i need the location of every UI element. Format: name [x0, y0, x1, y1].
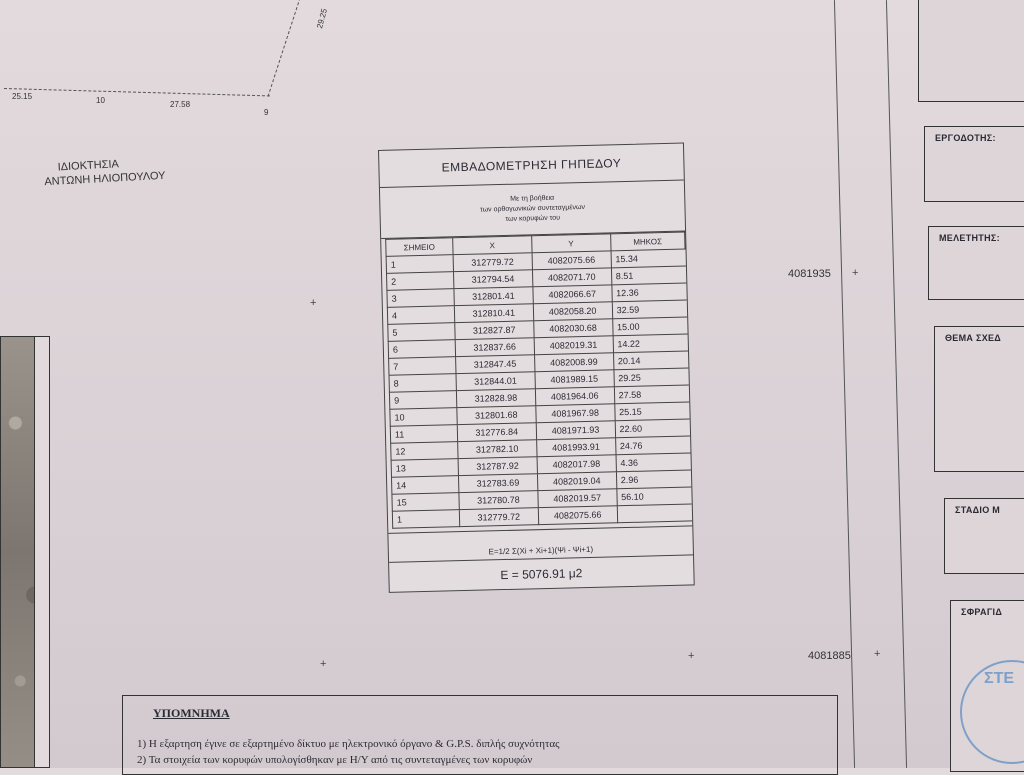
x-cell: 312794.54 — [453, 270, 532, 289]
length-cell: 15.34 — [611, 249, 686, 268]
title-block-top-box — [918, 0, 1024, 102]
coordinates-table — [385, 232, 692, 529]
plot-vertex-label: 9 — [264, 108, 269, 117]
x-cell: 312837.66 — [455, 338, 534, 357]
grid-cross: + — [874, 648, 881, 660]
column-header-y: Y — [531, 234, 610, 253]
y-cell: 4082019.31 — [534, 336, 613, 355]
x-cell: 312779.72 — [459, 508, 538, 527]
column-header-length: ΜΗΚΟΣ — [610, 232, 685, 251]
point-cell: 1 — [386, 255, 453, 274]
y-cell: 4081964.06 — [535, 387, 614, 406]
point-cell: 13 — [391, 459, 458, 478]
map-coordinate-strip — [34, 337, 49, 767]
y-cell: 4082030.68 — [533, 319, 612, 338]
seal-label: ΣΦΡΑΓΙΔ — [961, 607, 1003, 617]
y-cell: 4081967.98 — [536, 404, 615, 423]
title-block-subject — [934, 326, 1024, 472]
x-cell: 312801.68 — [457, 406, 536, 425]
point-cell: 8 — [389, 374, 456, 393]
point-cell: 11 — [390, 425, 457, 444]
length-cell: 20.14 — [613, 351, 688, 370]
x-cell: 312844.01 — [456, 372, 535, 391]
plot-dimension-label: 29.25 — [315, 7, 329, 30]
x-cell: 312780.78 — [459, 491, 538, 510]
grid-cross: + — [852, 267, 859, 279]
length-cell: 22.60 — [615, 419, 690, 438]
point-cell: 1 — [392, 510, 459, 529]
plot-boundary-line — [268, 0, 301, 97]
point-cell: 5 — [388, 323, 455, 342]
x-cell: 312828.98 — [456, 389, 535, 408]
length-cell: 4.36 — [616, 453, 691, 472]
length-cell: 14.22 — [613, 334, 688, 353]
column-header-point: ΣΗΜΕΙΟ — [386, 238, 453, 257]
stamp-text: ΣΤΕ — [984, 670, 1015, 687]
area-result: E = 5076.91 μ2 — [500, 566, 583, 583]
y-cell: 4081971.93 — [536, 421, 615, 440]
length-cell — [617, 504, 692, 523]
title-block-employer — [924, 126, 1024, 202]
frame-border-line — [886, 0, 907, 768]
length-cell: 32.59 — [612, 300, 687, 319]
x-cell: 312783.69 — [458, 474, 537, 493]
point-cell: 6 — [388, 340, 455, 359]
title-block-designer — [928, 226, 1024, 300]
point-cell: 7 — [389, 357, 456, 376]
location-map-image — [0, 336, 50, 768]
x-cell: 312810.41 — [454, 304, 533, 323]
plot-dimension-label: 25.15 — [12, 92, 33, 101]
legend-title: ΥΠΟΜΝΗΜΑ — [153, 706, 230, 720]
point-cell: 3 — [387, 289, 454, 308]
point-cell: 15 — [392, 493, 459, 512]
y-cell: 4082058.20 — [533, 302, 612, 321]
length-cell: 24.76 — [615, 436, 690, 455]
length-cell: 12.36 — [612, 283, 687, 302]
y-cell: 4081989.15 — [535, 370, 614, 389]
area-calculation-box — [378, 143, 695, 593]
point-cell: 4 — [387, 306, 454, 325]
plot-boundary-line — [4, 88, 270, 96]
y-cell: 4082019.04 — [537, 472, 616, 491]
area-subtitle-line: Με τη βοήθεια — [510, 194, 555, 203]
area-title: ΕΜΒΑΔΟΜΕΤΡΗΣΗ ΓΗΠΕΔΟΥ — [379, 144, 684, 188]
y-cell: 4082019.57 — [538, 489, 617, 508]
y-cell: 4082017.98 — [537, 455, 616, 474]
column-header-x: X — [453, 236, 532, 255]
length-cell: 8.51 — [611, 266, 686, 285]
y-cell: 4082008.99 — [534, 353, 613, 372]
x-cell: 312787.92 — [458, 457, 537, 476]
point-cell: 9 — [389, 391, 456, 410]
plot-dimension-label: 27.58 — [170, 100, 191, 109]
length-cell: 56.10 — [616, 487, 691, 506]
y-cell: 4082066.67 — [533, 285, 612, 304]
northing-label: 4081885 — [808, 650, 851, 662]
northing-label: 4081935 — [788, 268, 831, 280]
grid-cross: + — [320, 658, 327, 670]
grid-cross: + — [310, 297, 317, 309]
x-cell: 312782.10 — [458, 440, 537, 459]
grid-cross: + — [688, 650, 695, 662]
point-cell: 10 — [390, 408, 457, 427]
y-cell: 4082071.70 — [532, 268, 611, 287]
owner-line-1: ΙΔΙΟΚΤΗΣΙΑ — [57, 158, 120, 174]
length-cell: 27.58 — [614, 385, 689, 404]
employer-label: ΕΡΓΟΔΟΤΗΣ: — [935, 133, 996, 143]
legend-note: 1) Η εξαρτηση έγινε σε εξαρτημένο δίκτυο με ηλεκτρονικό όργανο & G.P.S. διπλής συχνότητας — [137, 738, 560, 750]
stage-label: ΣΤΑΔΙΟ Μ — [955, 505, 1001, 515]
y-cell: 4081993.91 — [536, 438, 615, 457]
area-subtitle-line: των κορυφών του — [505, 214, 561, 223]
area-subtitle — [380, 181, 685, 239]
neighbor-owner-label — [43, 155, 166, 189]
x-cell: 312827.87 — [455, 321, 534, 340]
y-cell: 4082075.66 — [532, 251, 611, 270]
legend-note: 2) Τα στοιχεία των κορυφών υπολογίσθηκαν με Η/Υ από τις συντεταγμένες των κορυφών — [137, 754, 533, 766]
length-cell: 15.00 — [612, 317, 687, 336]
plot-vertex-label: 10 — [96, 96, 105, 105]
legend-box — [122, 695, 838, 775]
area-formula: E=1/2 Σ(Xi + Xi+1)(Ψi - Ψi+1) — [388, 525, 693, 562]
subject-label: ΘΕΜΑ ΣΧΕΔ — [945, 333, 1002, 343]
x-cell: 312801.41 — [454, 287, 533, 306]
length-cell: 2.96 — [616, 470, 691, 489]
title-block-stage — [944, 498, 1024, 574]
x-cell: 312776.84 — [457, 423, 536, 442]
x-cell: 312847.45 — [455, 355, 534, 374]
point-cell: 2 — [387, 272, 454, 291]
point-cell: 12 — [391, 442, 458, 461]
area-subtitle-line: των ορθογωνικών συντεταγμένων — [479, 203, 586, 214]
length-cell: 25.15 — [614, 402, 689, 421]
length-cell: 29.25 — [614, 368, 689, 387]
owner-line-2: ΑΝΤΩΝΗ ΗΛΙΟΠΟΥΛΟΥ — [44, 169, 166, 189]
x-cell: 312779.72 — [453, 253, 532, 272]
designer-label: ΜΕΛΕΤΗΤΗΣ: — [939, 233, 1000, 243]
y-cell: 4082075.66 — [538, 506, 617, 525]
point-cell: 14 — [391, 476, 458, 495]
